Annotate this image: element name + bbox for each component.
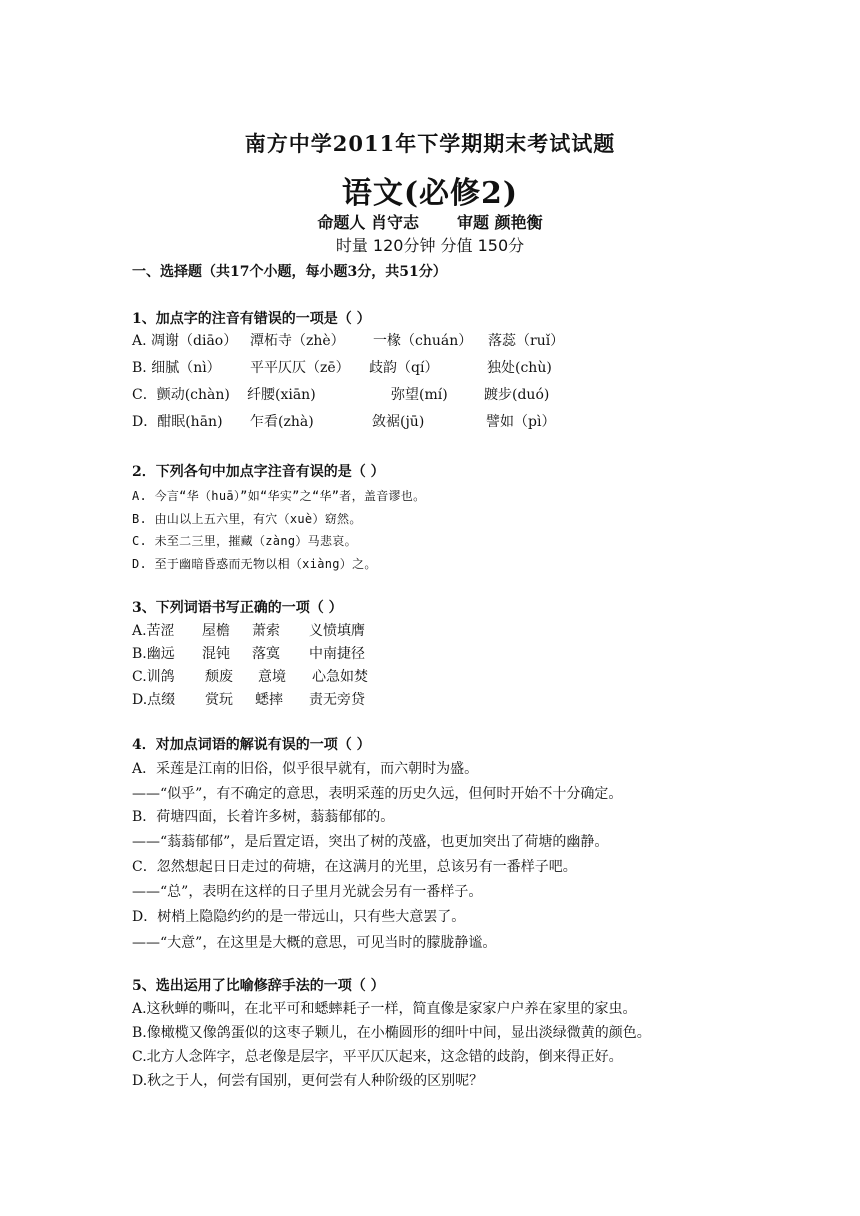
author-label: 命题人 肖守志: [317, 213, 419, 232]
option-cell: C.训鸽: [132, 669, 175, 685]
question-2-stem: 2．下列各句中加点字注音有误的是（ ）: [132, 464, 385, 480]
option-cell: 纤腰(xiān): [247, 387, 316, 403]
option-cell: A.苦涩: [132, 623, 175, 639]
option-cell: 乍看(zhà): [250, 414, 314, 430]
option-cell: 义愤填膺: [309, 623, 365, 639]
question-4-line-c: C．忽然想起日日走过的荷塘，在这满月的光里，总该另有一番样子吧。: [132, 859, 577, 875]
option-cell: 落寞: [252, 646, 280, 662]
option-cell: 歧韵（qí）: [369, 360, 439, 376]
question-4-note-a: ——“似乎”，有不确定的意思，表明采莲的历史久远，但何时开始不十分确定。: [132, 786, 623, 802]
question-5-option-d: D.秋之于人，何尝有国别，更何尝有人种阶级的区别呢？: [132, 1073, 484, 1089]
question-3-row-d: [132, 691, 732, 709]
option-cell: 譬如（pì）: [486, 414, 556, 430]
question-5-option-c: C.北方人念阵字，总老像是层字，平平仄仄起来，这念错的歧韵，倒来得正好。: [132, 1049, 623, 1065]
question-2-option-a: A. 今言“华（huā）”如“华实”之“华”者，盖音谬也。: [132, 489, 426, 503]
question-1-row-a: [132, 332, 732, 350]
question-3-stem: 3、下列词语书写正确的一项（ ）: [132, 600, 343, 616]
question-4-stem: 4．对加点词语的解说有误的一项（ ）: [132, 737, 371, 753]
option-cell: 屋檐: [202, 623, 230, 639]
option-cell: B. 细腻（nì）: [132, 360, 221, 376]
section-heading: 一、选择题（共17个小题，每小题3分，共51分）: [132, 264, 447, 280]
question-2-option-c: C. 未至二三里，摧藏（zàng）马悲哀。: [132, 534, 357, 548]
option-cell: 弥望(mí): [391, 387, 448, 403]
reviewer-label: 审题 颜艳衡: [457, 213, 543, 232]
option-cell: A. 凋谢（diāo）: [132, 333, 238, 349]
question-3-row-a: [132, 622, 732, 640]
question-2-option-b: B. 由山以上五六里，有穴（xuè）窈然。: [132, 512, 362, 526]
exam-timing: 时量 120分钟 分值 150分: [335, 236, 525, 255]
question-4-note-d: ——“大意”，在这里是大概的意思，可见当时的朦胧静谧。: [132, 935, 497, 951]
question-4-line-d: D．树梢上隐隐约约的是一带远山，只有些大意罢了。: [132, 909, 466, 925]
exam-authors: [0, 210, 860, 233]
option-cell: D.点缀: [132, 692, 176, 708]
question-3-row-c: [132, 668, 732, 686]
question-3-row-b: [132, 645, 732, 663]
question-4-note-b: ——“蓊蓊郁郁”，是后置定语，突出了树的茂盛，也更加突出了荷塘的幽静。: [132, 834, 609, 850]
question-4-line-a: A．采莲是江南的旧俗，似乎很早就有，而六朝时为盛。: [132, 761, 479, 777]
question-2-option-d: D. 至于幽暗昏惑而无物以相（xiàng）之。: [132, 557, 377, 571]
option-cell: D．酣眠(hān): [132, 414, 223, 430]
option-cell: 意境: [258, 669, 286, 685]
option-cell: 颓废: [205, 669, 233, 685]
question-5-option-a: A.这秋蝉的嘶叫，在北平可和蟋蟀耗子一样，简直像是家家户户养在家里的家虫。: [132, 1001, 637, 1017]
question-4-line-b: B．荷塘四面，长着许多树，蓊蓊郁郁的。: [132, 809, 395, 825]
question-1-row-c: [132, 386, 732, 404]
option-cell: 混钝: [202, 646, 230, 662]
question-1-row-d: [132, 413, 732, 431]
option-cell: 平平仄仄（zē）: [250, 360, 350, 376]
option-cell: 落蕊（ruǐ）: [488, 333, 565, 349]
question-1-stem: 1、加点字的注音有错误的一项是（ ）: [132, 311, 371, 327]
option-cell: 中南捷径: [309, 646, 365, 662]
option-cell: 踱步(duó): [484, 387, 550, 403]
option-cell: C．颤动(chàn): [132, 387, 230, 403]
question-5-stem: 5、选出运用了比喻修辞手法的一项（ ）: [132, 978, 385, 994]
option-cell: 蟋摔: [255, 692, 283, 708]
option-cell: B.幽远: [132, 646, 175, 662]
option-cell: 心急如焚: [312, 669, 368, 685]
option-cell: 一椽（chuán）: [373, 333, 473, 349]
question-5-option-b: B.像橄榄又像鸽蛋似的这枣子颗儿，在小椭圆形的细叶中间，显出淡绿微黄的颜色。: [132, 1025, 651, 1041]
exam-title: 南方中学2011年下学期期末考试试题: [244, 131, 616, 156]
option-cell: 责无旁贷: [309, 692, 365, 708]
question-1-row-b: [132, 359, 732, 377]
option-cell: 萧索: [252, 623, 280, 639]
option-cell: 潭柘寺（zhè）: [250, 333, 345, 349]
option-cell: 赏玩: [205, 692, 233, 708]
exam-subject: 语文(必修2): [341, 176, 519, 211]
question-4-note-c: ——“总”，表明在这样的日子里月光就会另有一番样子。: [132, 884, 483, 900]
option-cell: 独处(chù): [487, 360, 552, 376]
option-cell: 敛裾(jū): [372, 414, 425, 430]
